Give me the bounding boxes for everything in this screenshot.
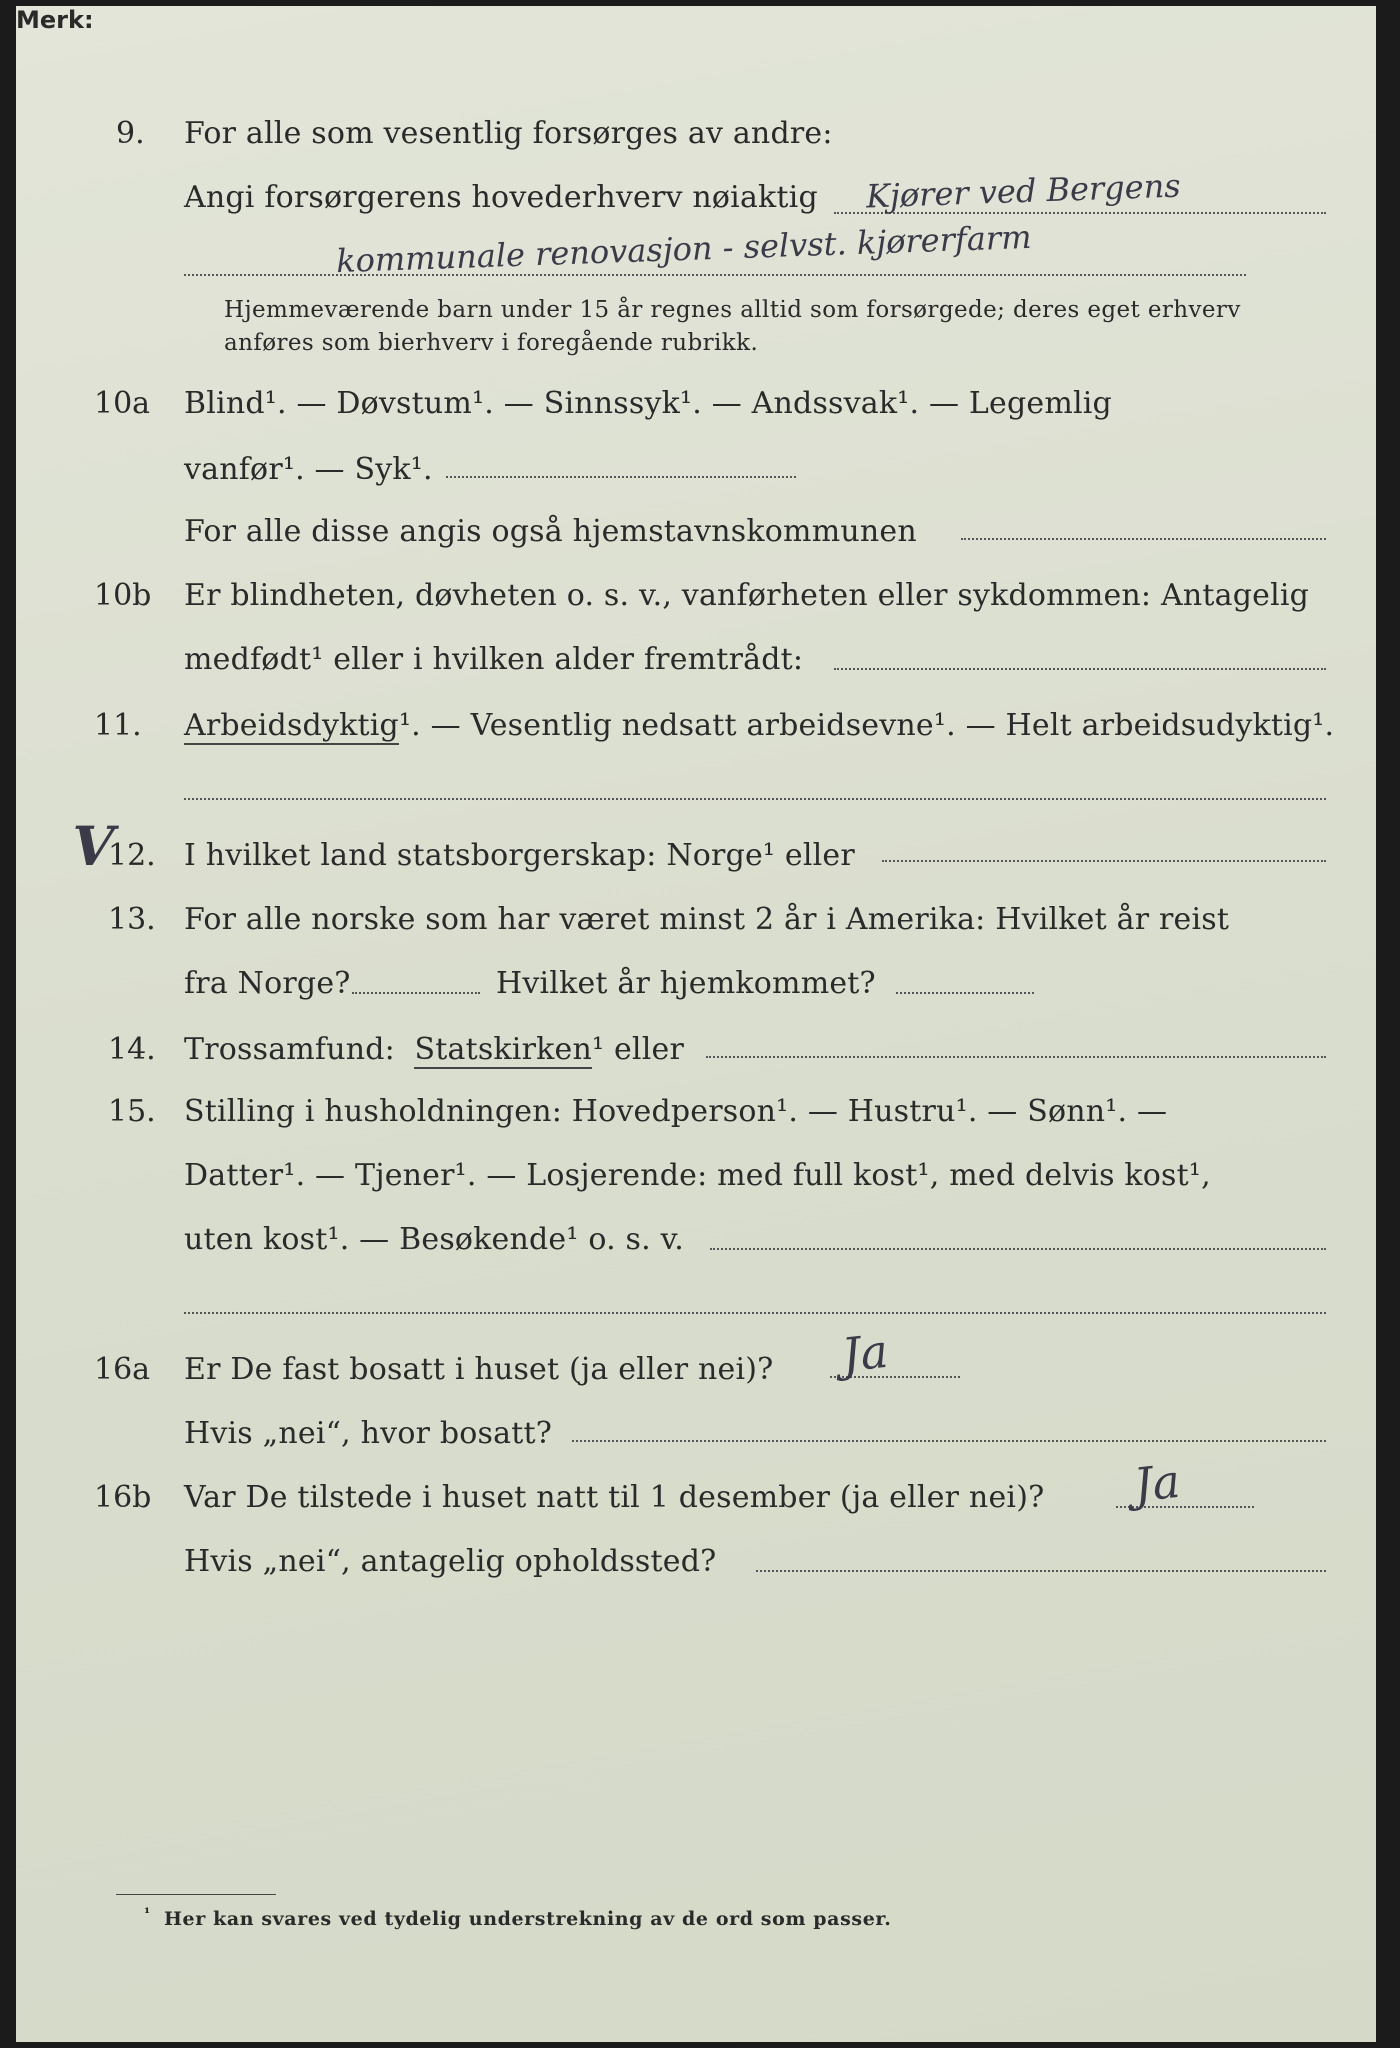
q13-line2b: Hvilket år hjemkommet? — [496, 966, 876, 1001]
footnote-text: Her kan svares ved tydelig understrekning av de ord som passer. — [164, 1908, 892, 1930]
q11-other-options: ¹. — Vesentlig nedsatt arbeidsevne¹. — Helt arbeidsudyktig¹. — [398, 708, 1335, 743]
q14-answer-line — [706, 1056, 1326, 1058]
q14-option-statskirken-underlined: Statskirken — [414, 1032, 592, 1067]
q16b-handwritten-answer: Ja — [1131, 1453, 1183, 1513]
q11-line — [184, 708, 1334, 743]
q10b-number: 10b — [94, 578, 152, 613]
q15-number: 15. — [108, 1094, 156, 1129]
q12-line: I hvilket land statsborgerskap: Norge¹ eller — [184, 838, 855, 873]
q9-handwritten-answer2: kommunale renovasjon - selvst. kjørerfarm — [335, 217, 1033, 281]
census-form-page — [16, 6, 1376, 2042]
q13-line2a: fra Norge? — [184, 966, 351, 1001]
q10a-hometown-line — [961, 538, 1326, 540]
q10b-line1: Er blindheten, døvheten o. s. v., vanførheten eller sykdommen: Antagelig — [184, 578, 1310, 613]
q15-answer-line2 — [184, 1312, 1326, 1314]
footnote-mark: ¹ — [144, 1906, 151, 1922]
q14-number: 14. — [108, 1032, 156, 1067]
q9-line1: For alle som vesentlig forsørges av andre: — [184, 116, 833, 151]
q14-line — [184, 1032, 684, 1067]
merk-line1: Hjemmeværende barn under 15 år regnes alltid som forsørgede; deres eget erhverv — [224, 297, 1241, 323]
q12-answer-line — [882, 860, 1326, 862]
q11-answer-line — [184, 798, 1326, 800]
q15-line3: uten kost¹. — Besøkende¹ o. s. v. — [184, 1222, 684, 1257]
q16a-line1: Er De fast bosatt i huset (ja eller nei)? — [184, 1352, 774, 1387]
q16b-line1: Var De tilstede i huset natt til 1 desember (ja eller nei)? — [184, 1480, 1045, 1515]
q9-line2: Angi forsørgerens hovederhverv nøiaktig — [184, 180, 818, 215]
q9-number: 9. — [116, 116, 145, 151]
q9-handwritten-answer1: Kjører ved Bergens — [865, 166, 1182, 216]
q13-number: 13. — [108, 902, 156, 937]
q11-number: 11. — [94, 708, 142, 743]
q13-return-line — [896, 992, 1034, 994]
q11-option-arbeidsdyktig-underlined: Arbeidsdyktig — [184, 708, 399, 743]
q10a-line3: For alle disse angis også hjemstavnskommunen — [184, 514, 917, 549]
q14-label: Trossamfund: — [184, 1032, 395, 1067]
q10a-number: 10a — [94, 386, 151, 421]
q15-line2: Datter¹. — Tjener¹. — Losjerende: med full kost¹, med delvis kost¹, — [184, 1158, 1211, 1193]
q13-line1: For alle norske som har været minst 2 år i Amerika: Hvilket år reist — [184, 902, 1230, 937]
q16a-handwritten-answer: Ja — [839, 1323, 891, 1383]
q10a-line2: vanfør¹. — Syk¹. — [184, 452, 433, 487]
q12-number: 12. — [108, 838, 156, 873]
merk-label: Merk: — [16, 6, 94, 34]
q14-other: ¹ eller — [592, 1032, 685, 1067]
q16a-residence-line — [572, 1440, 1326, 1442]
q12-checkmark: V — [65, 814, 121, 878]
q13-departure-line — [352, 992, 480, 994]
q10b-line2: medfødt¹ eller i hvilken alder fremtrådt: — [184, 642, 804, 677]
footnote-rule — [116, 1894, 276, 1895]
q10a-line1: Blind¹. — Døvstum¹. — Sinnssyk¹. — Andssvak¹. — Legemlig — [184, 386, 1112, 421]
q16b-location-line — [756, 1570, 1326, 1572]
q15-answer-line1 — [710, 1248, 1326, 1250]
q16b-line2: Hvis „nei“, antagelig opholdssted? — [184, 1544, 717, 1579]
q16a-number: 16a — [94, 1352, 151, 1387]
merk-line2: anføres som bierhverv i foregående rubrikk. — [224, 330, 759, 356]
q15-line1: Stilling i husholdningen: Hovedperson¹. — Hustru¹. — Sønn¹. — — [184, 1094, 1168, 1129]
q16a-line2: Hvis „nei“, hvor bosatt? — [184, 1416, 553, 1451]
q10b-answer-line — [834, 668, 1326, 670]
q10a-answer-line — [446, 476, 796, 478]
q16b-number: 16b — [94, 1480, 152, 1515]
